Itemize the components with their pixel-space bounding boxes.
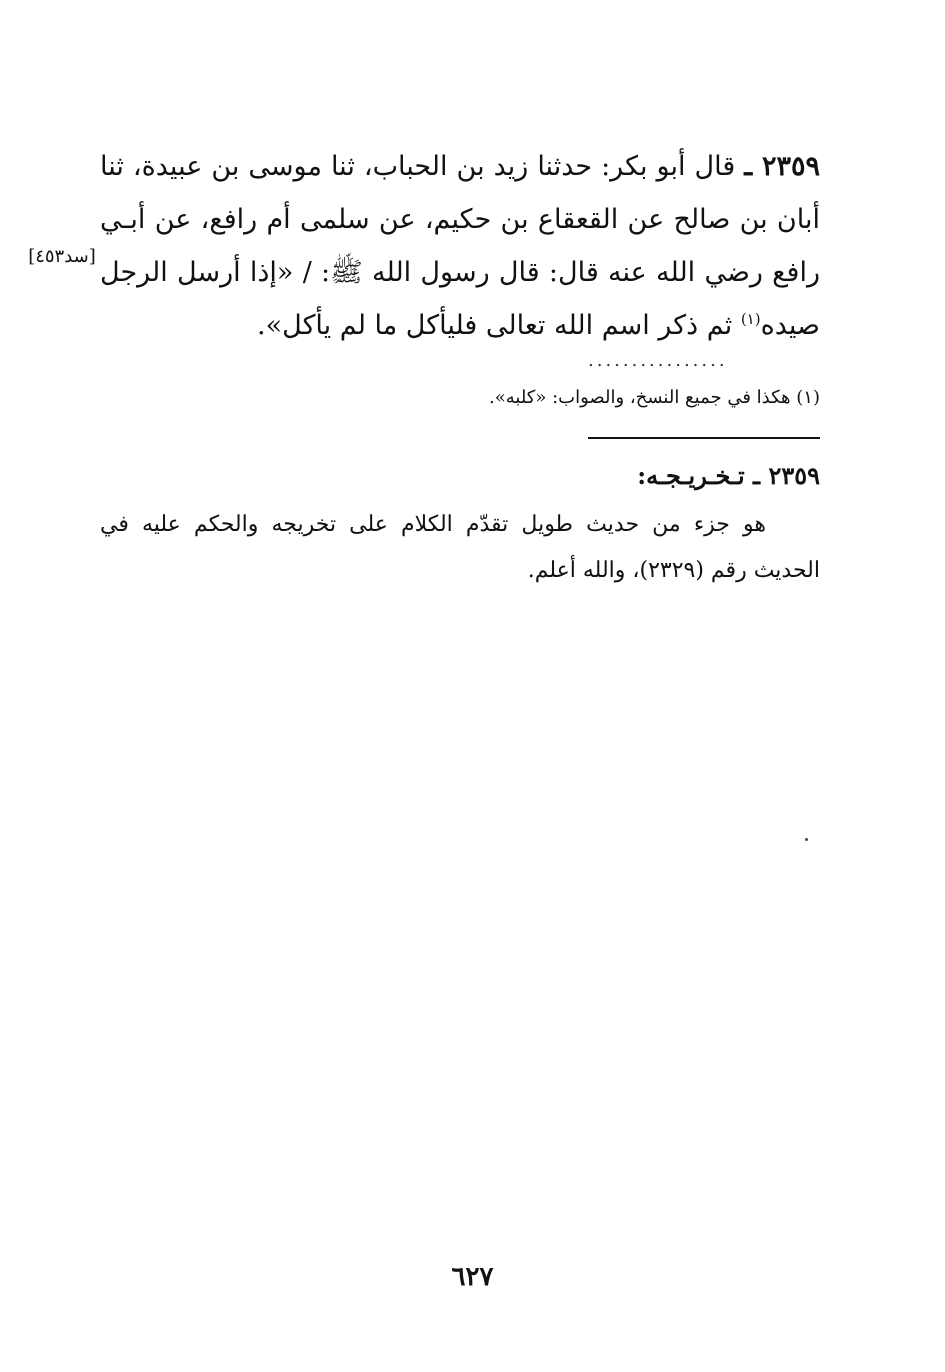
footnote-reference: (١)	[740, 310, 761, 328]
takhrij-paragraph	[100, 502, 820, 594]
separator-dots: ................	[588, 350, 728, 371]
footnote-marker: (١)	[796, 387, 820, 408]
hadith-paragraph	[100, 140, 820, 352]
takhrij-heading: ٢٣٥٩ ـ تـخـريـجـه:	[637, 461, 820, 490]
hadith-number: ٢٣٥٩ ـ	[744, 151, 820, 182]
footnote	[300, 385, 820, 411]
hadith-text-part-2: ثم ذكر اسم الله تعالى فليأكل ما لم يأكل».	[257, 310, 733, 341]
footnote-text: هكذا في جميع النسخ، والصواب: «كلبه».	[489, 387, 791, 408]
margin-reference: [سد٤٥٣]	[28, 246, 96, 267]
takhrij-text: هو جزء من حديث طويل تقدّم الكلام على تخريجه والحكم عليه في الحديث رقم (٢٣٢٩)، والله أعلم.	[100, 512, 820, 583]
section-divider	[588, 437, 820, 439]
hadith-text-part-1: قال أبو بكر: حدثنا زيد بن الحباب، ثنا موسى بن عبيدة، ثنا أبان بن صالح عن القعقاع بن حكيم، عن سلمى أم رافع، عن أبـي رافع رضي الله عنه قال: قال رسول الله ﷺ: / «إذا أرسل الرجل صيده	[100, 151, 820, 341]
page-number: ٦٢٧	[451, 1262, 494, 1292]
scan-speck	[805, 838, 808, 841]
